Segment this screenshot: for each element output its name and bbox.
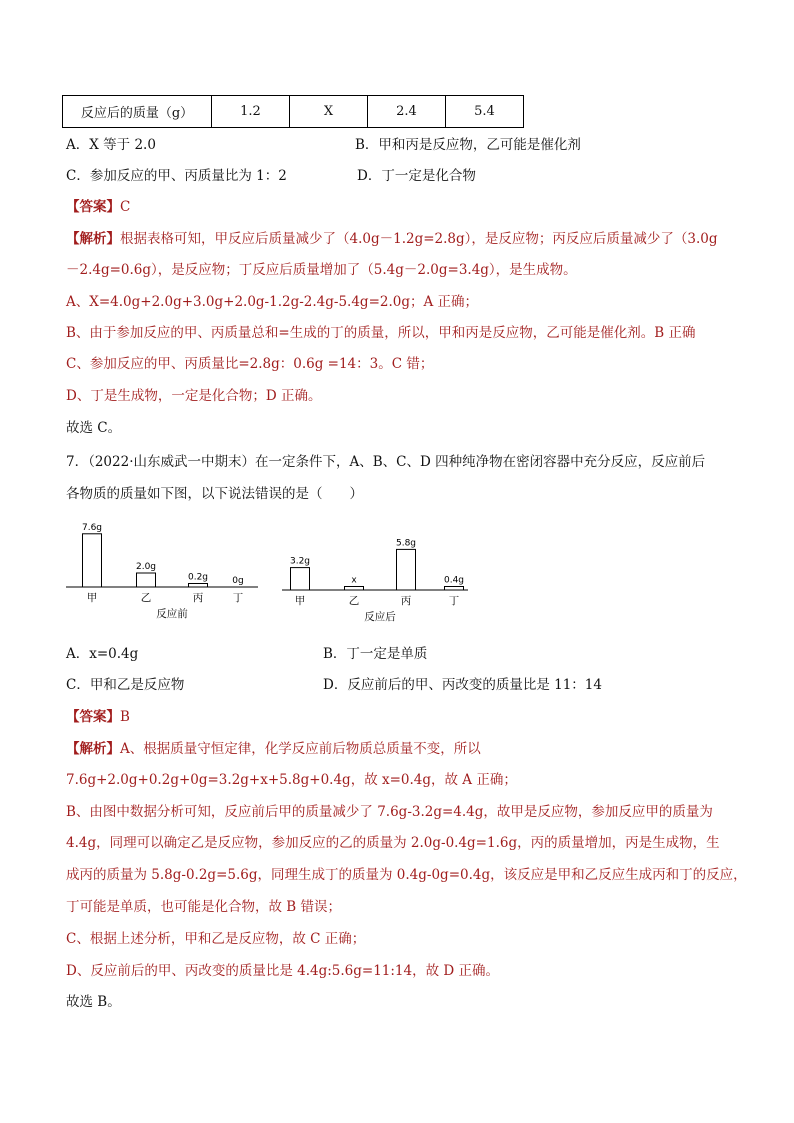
q7-analysis-line: 丁可能是单质，也可能是化合物，故 B 错误；: [66, 899, 342, 915]
category-label: 丁: [448, 595, 460, 607]
q7-stem-line: 各物质的质量如下图，以下说法错误的是（ ）: [66, 486, 363, 502]
q6-analysis-line: －2.4g=0.6g），是反应物；丁反应后质量增加了（5.4g－2.0g=3.4g），是生成物。: [66, 262, 577, 278]
data-label: 3.2g: [289, 556, 311, 567]
bar: [445, 587, 464, 591]
bar: [189, 584, 208, 588]
category-label: 丙: [400, 595, 412, 607]
q6-option-a: A．X 等于 2.0: [66, 137, 156, 153]
q7-analysis-line: 4.4g，同理可以确定乙是反应物，参加反应的乙的质量为 2.0g-0.4g=1.6g，丙的质量增加，丙是生成物，生: [66, 835, 720, 851]
q6-option-d: D．丁一定是化合物: [357, 168, 476, 184]
table-cell: 5.4: [446, 96, 524, 128]
data-label: 5.8g: [395, 538, 417, 549]
data-label: x: [351, 575, 357, 586]
category-label: 甲: [294, 595, 306, 607]
q6-option-c: C．参加反应的甲、丙质量比为 1：2: [66, 168, 287, 184]
bar: [345, 587, 364, 591]
analysis-tag: 【解析】: [66, 741, 120, 757]
q7-analysis-line: 成丙的质量为 5.8g-0.2g=5.6g，同理生成丁的质量为 0.4g-0g=0.4g，该反应是甲和乙反应生成丙和丁的反应，: [66, 867, 747, 883]
q7-analysis-line: B、由图中数据分析可知，反应前后甲的质量减少了 7.6g-3.2g=4.4g，故甲是反应物，参加反应甲的质量为: [66, 804, 713, 820]
x-axis-label: 反应后: [364, 611, 396, 623]
table-row-label: 反应后的质量（g）: [63, 96, 212, 128]
table-row: [63, 96, 524, 128]
bar: [83, 534, 102, 587]
answer-tag: 【答案】: [66, 199, 120, 215]
q7-option-b: B．丁一定是单质: [323, 646, 428, 662]
q6-analysis-line: D、丁是生成物，一定是化合物；D 正确。: [66, 388, 322, 404]
table-cell: 2.4: [368, 96, 446, 128]
q7-option-c: C．甲和乙是反应物: [66, 677, 185, 693]
category-label: 丁: [232, 592, 244, 604]
bar: [137, 573, 156, 587]
q6-analysis-line: [66, 229, 718, 249]
bar: [397, 549, 416, 590]
data-label: 2.0g: [135, 562, 157, 572]
q7-conclusion: 故选 B。: [66, 994, 121, 1010]
bar-chart-after: [282, 528, 482, 630]
analysis-text: 根据表格可知，甲反应后质量减少了（4.0g－1.2g=2.8g），是反应物；丙反应后质量减少了（3.0g: [120, 231, 718, 247]
data-label: 0.4g: [443, 575, 465, 586]
q6-option-b: B．甲和丙是反应物，乙可能是催化剂: [355, 137, 581, 153]
bar: [291, 568, 310, 590]
answer-value: B: [120, 709, 130, 725]
q7-analysis-line: [66, 739, 481, 759]
analysis-text: A、根据质量守恒定律，化学反应前后物质总质量不变，所以: [120, 741, 481, 757]
q7-stem-line: 7．（2022·山东威武一中期末）在一定条件下，A、B、C、D 四种纯净物在密闭容器中充分反应，反应前后: [66, 454, 706, 470]
q7-analysis-line: C、根据上述分析，甲和乙是反应物，故 C 正确；: [66, 931, 366, 947]
mass-table: [62, 95, 524, 128]
q6-analysis-line: C、参加反应的甲、丙质量比=2.8g：0.6g =14：3。C 错；: [66, 356, 434, 372]
analysis-tag: 【解析】: [66, 231, 120, 247]
answer-value: C: [120, 199, 131, 215]
answer-tag: 【答案】: [66, 709, 120, 725]
category-label: 丙: [192, 592, 204, 604]
data-label: 0.2g: [187, 572, 209, 583]
q7-analysis-line: D、反应前后的甲、丙改变的质量比是 4.4g:5.6g=11:14，故 D 正确。: [66, 963, 500, 979]
x-axis-label: 反应前: [156, 608, 188, 620]
bar-chart-before: [66, 515, 266, 630]
q7-option-d: D．反应前后的甲、丙改变的质量比是 11：14: [323, 677, 602, 693]
category-label: 甲: [86, 592, 98, 604]
data-label: 0g: [232, 576, 244, 586]
table-cell: 1.2: [212, 96, 290, 128]
q6-conclusion: 故选 C。: [66, 420, 122, 436]
q6-analysis-line: B、由于参加反应的甲、丙质量总和=生成的丁的质量，所以，甲和丙是反应物，乙可能是催化剂。B 正确: [66, 325, 696, 341]
q6-answer: [66, 197, 130, 217]
category-label: 乙: [348, 595, 360, 607]
category-label: 乙: [140, 592, 152, 604]
table-cell: X: [290, 96, 368, 128]
q7-option-a: A．x=0.4g: [66, 646, 139, 662]
q7-answer: [66, 707, 130, 727]
data-label: 7.6g: [81, 522, 103, 533]
q7-analysis-line: 7.6g+2.0g+0.2g+0g=3.2g+x+5.8g+0.4g，故 x=0.4g，故 A 正确；: [66, 772, 517, 788]
q6-analysis-line: A、X=4.0g+2.0g+3.0g+2.0g-1.2g-2.4g-5.4g=2.0g；A 正确；: [66, 294, 479, 310]
